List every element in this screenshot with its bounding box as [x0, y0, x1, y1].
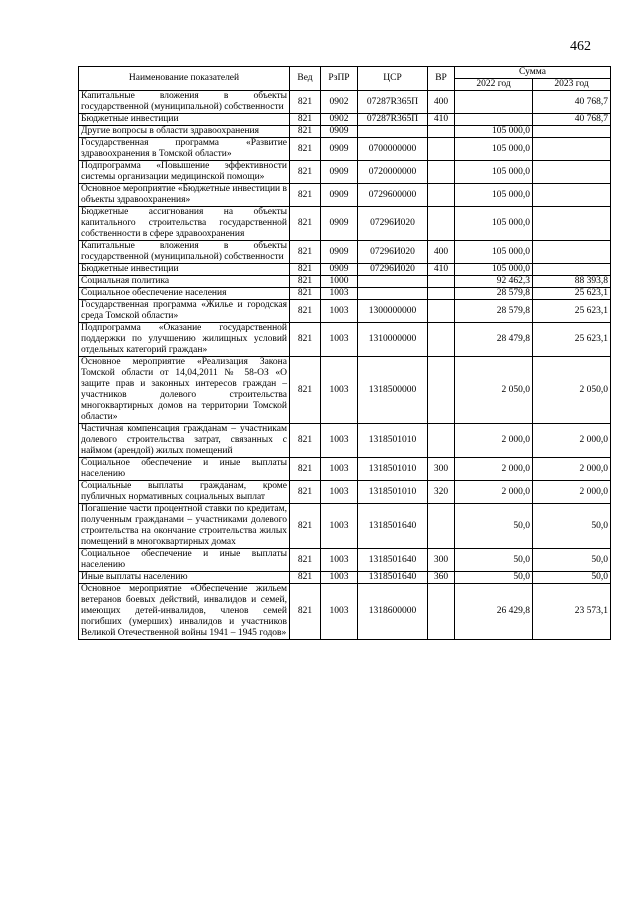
- header-sum: Сумма: [455, 67, 611, 79]
- budget-table: [78, 66, 611, 640]
- row-rzpr: 1000: [321, 276, 358, 288]
- row-vr: 400: [428, 91, 455, 114]
- row-sum-2023: 2 000,0: [533, 481, 611, 504]
- row-ved: 821: [290, 126, 321, 138]
- row-ved: 821: [290, 276, 321, 288]
- row-sum-2023: [533, 126, 611, 138]
- row-vr: 360: [428, 572, 455, 584]
- row-rzpr: 0909: [321, 264, 358, 276]
- row-sum-2022: 28 479,8: [455, 323, 533, 357]
- row-sum-2023: 2 050,0: [533, 357, 611, 424]
- row-vr: [428, 584, 455, 640]
- table-row: [79, 184, 611, 207]
- header-csr: ЦСР: [358, 67, 428, 91]
- row-vr: [428, 504, 455, 549]
- row-name: Подпрограмма «Повышение эффективности системы организации медицинской помощи»: [79, 161, 290, 184]
- row-rzpr: 0909: [321, 207, 358, 241]
- row-ved: 821: [290, 91, 321, 114]
- table-row: [79, 481, 611, 504]
- row-rzpr: 0909: [321, 126, 358, 138]
- page-number: 462: [570, 39, 591, 54]
- row-sum-2022: 105 000,0: [455, 138, 533, 161]
- row-rzpr: 1003: [321, 549, 358, 572]
- row-sum-2022: 105 000,0: [455, 184, 533, 207]
- row-ved: 821: [290, 264, 321, 276]
- row-rzpr: 1003: [321, 584, 358, 640]
- row-sum-2022: 105 000,0: [455, 126, 533, 138]
- row-vr: [428, 357, 455, 424]
- row-name: Социальное обеспечение и иные выплаты населению: [79, 458, 290, 481]
- row-csr: 0720000000: [358, 161, 428, 184]
- row-csr: 07296И020: [358, 207, 428, 241]
- row-sum-2022: 105 000,0: [455, 207, 533, 241]
- table-row: [79, 424, 611, 458]
- row-name: Подпрограмма «Оказание государственной поддержки по улучшению жилищных условий отдельных категорий граждан»: [79, 323, 290, 357]
- row-vr: [428, 126, 455, 138]
- row-sum-2022: 105 000,0: [455, 161, 533, 184]
- row-ved: 821: [290, 458, 321, 481]
- row-sum-2022: 50,0: [455, 549, 533, 572]
- row-csr: [358, 126, 428, 138]
- row-sum-2023: [533, 184, 611, 207]
- row-rzpr: 0909: [321, 161, 358, 184]
- header-vr: ВР: [428, 67, 455, 91]
- row-csr: 07296И020: [358, 264, 428, 276]
- header-year-2023: 2023 год: [533, 79, 611, 91]
- row-ved: 821: [290, 504, 321, 549]
- row-sum-2022: 2 000,0: [455, 458, 533, 481]
- table-row: [79, 504, 611, 549]
- row-ved: 821: [290, 138, 321, 161]
- row-vr: [428, 207, 455, 241]
- row-sum-2023: 25 623,1: [533, 300, 611, 323]
- row-sum-2022: 26 429,8: [455, 584, 533, 640]
- row-name: Погашение части процентной ставки по кредитам, полученным гражданами – участниками долевого строительства на окончание строительства жилых помещений в многоквартирных домах: [79, 504, 290, 549]
- row-rzpr: 1003: [321, 572, 358, 584]
- row-sum-2023: 25 623,1: [533, 288, 611, 300]
- row-ved: 821: [290, 572, 321, 584]
- row-csr: 1318501640: [358, 504, 428, 549]
- row-sum-2022: 105 000,0: [455, 264, 533, 276]
- table-row: [79, 207, 611, 241]
- table-row: [79, 549, 611, 572]
- table-row: [79, 584, 611, 640]
- header-rzpr: РзПР: [321, 67, 358, 91]
- row-vr: 320: [428, 481, 455, 504]
- row-name: Частичная компенсация гражданам – участникам долевого строительства затрат, связанных с наймом (арендой) жилых помещений: [79, 424, 290, 458]
- row-rzpr: 1003: [321, 504, 358, 549]
- row-sum-2023: 50,0: [533, 549, 611, 572]
- row-name: Государственная программа «Жилье и городская среда Томской области»: [79, 300, 290, 323]
- row-vr: [428, 184, 455, 207]
- row-sum-2023: 50,0: [533, 504, 611, 549]
- row-vr: [428, 300, 455, 323]
- row-sum-2022: 92 462,3: [455, 276, 533, 288]
- table-row: [79, 357, 611, 424]
- row-name: Другие вопросы в области здравоохранения: [79, 126, 290, 138]
- table-row: [79, 161, 611, 184]
- row-sum-2023: 40 768,7: [533, 114, 611, 126]
- table-row: [79, 264, 611, 276]
- row-sum-2023: 2 000,0: [533, 424, 611, 458]
- row-ved: 821: [290, 288, 321, 300]
- row-csr: [358, 288, 428, 300]
- row-sum-2023: 40 768,7: [533, 91, 611, 114]
- row-csr: 0700000000: [358, 138, 428, 161]
- header-ved: Вед: [290, 67, 321, 91]
- row-vr: [428, 276, 455, 288]
- row-sum-2023: 50,0: [533, 572, 611, 584]
- row-sum-2023: [533, 264, 611, 276]
- row-csr: 1318600000: [358, 584, 428, 640]
- row-sum-2023: 2 000,0: [533, 458, 611, 481]
- row-sum-2022: 2 050,0: [455, 357, 533, 424]
- row-sum-2022: [455, 91, 533, 114]
- row-sum-2023: 25 623,1: [533, 323, 611, 357]
- row-csr: 1318500000: [358, 357, 428, 424]
- row-ved: 821: [290, 549, 321, 572]
- row-name: Социальная политика: [79, 276, 290, 288]
- table-row: [79, 300, 611, 323]
- row-vr: [428, 288, 455, 300]
- row-ved: 821: [290, 241, 321, 264]
- row-rzpr: 1003: [321, 288, 358, 300]
- row-sum-2023: [533, 161, 611, 184]
- row-rzpr: 0909: [321, 241, 358, 264]
- table-row: [79, 91, 611, 114]
- row-name: Капитальные вложения в объекты государственной (муниципальной) собственности: [79, 241, 290, 264]
- row-ved: 821: [290, 161, 321, 184]
- row-sum-2022: 2 000,0: [455, 424, 533, 458]
- row-ved: 821: [290, 481, 321, 504]
- table-row: [79, 126, 611, 138]
- row-sum-2023: [533, 138, 611, 161]
- row-vr: [428, 323, 455, 357]
- row-rzpr: 1003: [321, 300, 358, 323]
- row-vr: [428, 424, 455, 458]
- row-rzpr: 0909: [321, 138, 358, 161]
- table-row: [79, 138, 611, 161]
- row-rzpr: 1003: [321, 424, 358, 458]
- row-ved: 821: [290, 424, 321, 458]
- row-vr: 400: [428, 241, 455, 264]
- row-name: Основное мероприятие «Обеспечение жильем ветеранов боевых действий, инвалидов и семей, имеющих детей-инвалидов, членов семей погибших (умерших) инвалидов и участников Великой Отечественной войны 1941 – 1945 годов»: [79, 584, 290, 640]
- row-name: Социальные выплаты гражданам, кроме публичных нормативных социальных выплат: [79, 481, 290, 504]
- row-sum-2022: 2 000,0: [455, 481, 533, 504]
- row-name: Основное мероприятие «Реализация Закона Томской области от 14,04,2011 № 58-ОЗ «О защите прав и законных интересов граждан – участников долевого строительства многоквартирных домов на территории Томской области»: [79, 357, 290, 424]
- row-name: Основное мероприятие «Бюджетные инвестиции в объекты здравоохранения»: [79, 184, 290, 207]
- row-csr: 0729600000: [358, 184, 428, 207]
- row-sum-2022: 50,0: [455, 572, 533, 584]
- row-csr: 1318501010: [358, 481, 428, 504]
- row-vr: [428, 161, 455, 184]
- row-vr: 300: [428, 458, 455, 481]
- table-row: [79, 323, 611, 357]
- row-rzpr: 1003: [321, 323, 358, 357]
- table-row: [79, 572, 611, 584]
- row-rzpr: 1003: [321, 481, 358, 504]
- header-name: Наименование показателей: [79, 67, 290, 91]
- row-rzpr: 0909: [321, 184, 358, 207]
- row-csr: 1310000000: [358, 323, 428, 357]
- row-ved: 821: [290, 584, 321, 640]
- row-csr: 1318501640: [358, 572, 428, 584]
- row-csr: 07287R365П: [358, 91, 428, 114]
- row-name: Бюджетные ассигнования на объекты капитального строительства государственной собственности в сфере здравоохранения: [79, 207, 290, 241]
- row-sum-2022: 50,0: [455, 504, 533, 549]
- row-ved: 821: [290, 357, 321, 424]
- row-rzpr: 1003: [321, 357, 358, 424]
- row-sum-2023: [533, 241, 611, 264]
- table-row: [79, 241, 611, 264]
- row-csr: 1300000000: [358, 300, 428, 323]
- row-sum-2023: 88 393,8: [533, 276, 611, 288]
- row-sum-2023: [533, 207, 611, 241]
- row-sum-2023: 23 573,1: [533, 584, 611, 640]
- row-sum-2022: 28 579,8: [455, 288, 533, 300]
- header-year-2022: 2022 год: [455, 79, 533, 91]
- table-row: [79, 458, 611, 481]
- row-csr: 07296И020: [358, 241, 428, 264]
- row-rzpr: 0902: [321, 114, 358, 126]
- row-name: Капитальные вложения в объекты государственной (муниципальной) собственности: [79, 91, 290, 114]
- row-name: Бюджетные инвестиции: [79, 264, 290, 276]
- row-ved: 821: [290, 184, 321, 207]
- row-vr: [428, 138, 455, 161]
- row-name: Бюджетные инвестиции: [79, 114, 290, 126]
- row-name: Социальное обеспечение населения: [79, 288, 290, 300]
- table-row: [79, 276, 611, 288]
- row-vr: 300: [428, 549, 455, 572]
- row-ved: 821: [290, 114, 321, 126]
- row-csr: [358, 276, 428, 288]
- row-csr: 1318501010: [358, 424, 428, 458]
- row-csr: 1318501640: [358, 549, 428, 572]
- table-row: [79, 114, 611, 126]
- row-csr: 07287R365П: [358, 114, 428, 126]
- table-body: [79, 91, 611, 640]
- row-name: Социальное обеспечение и иные выплаты населению: [79, 549, 290, 572]
- row-vr: 410: [428, 114, 455, 126]
- row-rzpr: 0902: [321, 91, 358, 114]
- row-name: Иные выплаты населению: [79, 572, 290, 584]
- row-csr: 1318501010: [358, 458, 428, 481]
- row-name: Государственная программа «Развитие здравоохранения в Томской области»: [79, 138, 290, 161]
- row-rzpr: 1003: [321, 458, 358, 481]
- row-vr: 410: [428, 264, 455, 276]
- table-header: [79, 67, 611, 91]
- table-row: [79, 288, 611, 300]
- row-ved: 821: [290, 300, 321, 323]
- row-sum-2022: [455, 114, 533, 126]
- row-sum-2022: 28 579,8: [455, 300, 533, 323]
- row-ved: 821: [290, 323, 321, 357]
- row-sum-2022: 105 000,0: [455, 241, 533, 264]
- row-ved: 821: [290, 207, 321, 241]
